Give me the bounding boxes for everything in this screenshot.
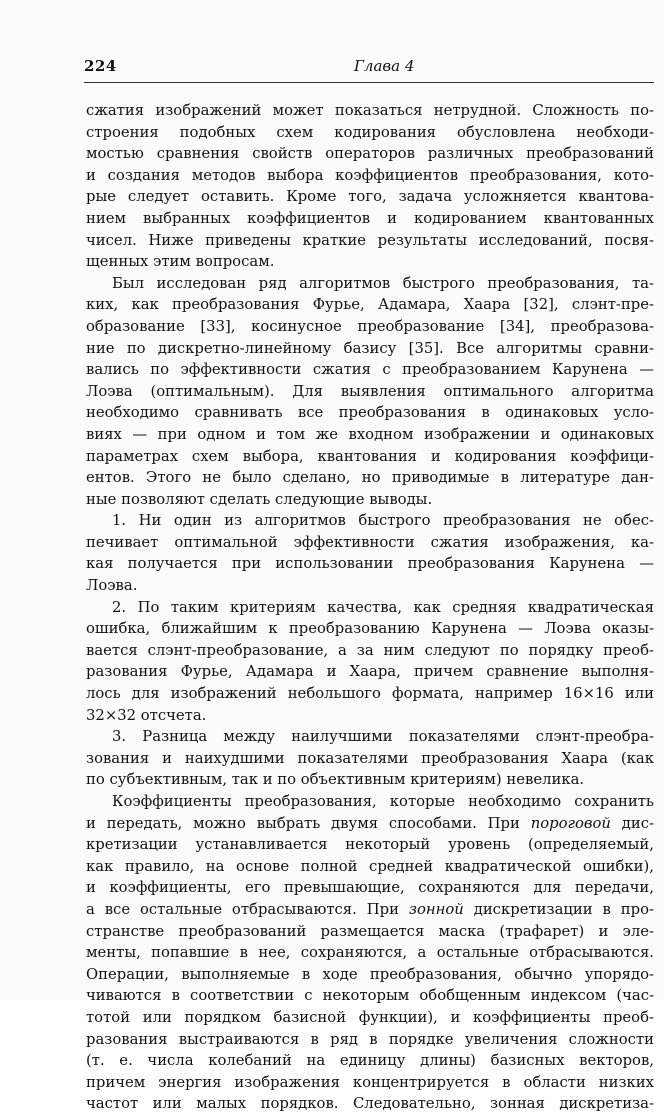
text-span: а все остальные отбрасываются. При — [86, 900, 399, 918]
text-line: нием выбранных коэффициентов и кодированием квантованных — [86, 209, 654, 227]
italic-term: пороговой — [530, 814, 611, 832]
text-line — [86, 813, 654, 835]
page-header — [84, 57, 652, 81]
text-line: зования и наихудшими показателями преобразования Хаара (как — [86, 749, 654, 767]
text-line: чиваются в соответствии с некоторым обобщенным индексом (час- — [86, 987, 654, 1005]
text-line: тотой или порядком базисной функции), и коэффициенты преоб- — [86, 1008, 654, 1026]
text-line: чисел. Ниже приведены краткие результаты исследований, посвя- — [86, 231, 654, 249]
text-line: Лоэва. — [86, 577, 138, 595]
page-number: 224 — [84, 57, 117, 75]
text-line: Коэффициенты преобразования, которые необходимо сохранить — [112, 793, 654, 810]
text-span: дискретизации в про- — [463, 900, 654, 918]
text-line: причем энергия изображения концентрируется в области низких — [86, 1073, 654, 1091]
text-line: по субъективным, так и по объективным критериям) невелика. — [86, 771, 585, 789]
text-line: Операции, выполняемые в ходе преобразования, обычно упорядо- — [86, 965, 654, 983]
text-line: мостью сравнения свойств операторов различных преобразований — [86, 145, 654, 163]
text-line: образование [33], косинусное преобразование [34], преобразова- — [86, 317, 654, 335]
text-line: и создания методов выбора коэффициентов преобразования, кото- — [86, 166, 654, 184]
running-title: Глава 4 — [354, 57, 415, 75]
text-line: кретизации устанавливается некоторый уровень (определяемый, — [86, 836, 654, 854]
text-line: параметрах схем выбора, квантования и кодирования коэффици- — [86, 447, 654, 465]
paragraph — [86, 100, 654, 273]
text-line: разования выстраиваются в ряд в порядке увеличения сложности — [86, 1030, 654, 1048]
paragraph — [86, 273, 654, 511]
text-line: щенных этим вопросам. — [86, 253, 275, 271]
paragraph — [86, 791, 654, 1115]
text-line: 1. Ни один из алгоритмов быстрого преобразования не обес- — [112, 512, 654, 530]
text-line: менты, попавшие в нее, сохраняются, а остальные отбрасываются. — [86, 944, 654, 962]
text-line: 3. Разница между наилучшими показателями слэнт-преобра- — [112, 728, 654, 746]
text-span: и передать, можно выбрать двумя способами. При — [86, 814, 520, 832]
text-line: печивает оптимальной эффективности сжатия изображения, ка- — [86, 533, 654, 551]
text-line: разования Фурье, Адамара и Хаара, причем сравнение выполня- — [86, 663, 654, 681]
text-line: сжатия изображений может показаться нетрудной. Сложность по- — [86, 102, 654, 119]
text-line: 32×32 отсчета. — [86, 706, 207, 724]
text-line — [86, 899, 654, 921]
numbered-item — [86, 510, 654, 596]
text-line: ные позволяют сделать следующие выводы. — [86, 490, 433, 508]
text-line: Был исследован ряд алгоритмов быстрого преобразования, та- — [112, 274, 654, 292]
text-line: строения подобных схем кодирования обусловлена необходи- — [86, 123, 654, 141]
numbered-item — [86, 726, 654, 791]
text-line: ких, как преобразования Фурье, Адамара, Хаара [32], слэнт-пре- — [86, 296, 654, 314]
text-line: частот или малых порядков. Следовательно, зонная дискретиза- — [86, 1095, 654, 1113]
italic-term: зонной — [408, 900, 464, 918]
body-text — [86, 100, 654, 1115]
header-rule — [84, 82, 654, 83]
text-line: ошибка, ближайшим к преобразованию Карунена — Лоэва оказы- — [86, 620, 654, 638]
text-line: 2. По таким критериям качества, как средняя квадратическая — [112, 598, 654, 616]
text-line: виях — при одном и том же входном изображении и одинаковых — [86, 425, 654, 443]
text-line: как правило, на основе полной средней квадратической ошибки), — [86, 857, 654, 875]
text-line: вались по эффективности сжатия с преобразованием Карунена — — [86, 361, 654, 379]
text-line: рые следует оставить. Кроме того, задача усложняется квантова- — [86, 188, 654, 206]
text-line: лось для изображений небольшого формата, например 16×16 или — [86, 685, 654, 703]
text-line: кая получается при использовании преобразования Карунена — — [86, 555, 654, 573]
text-line: и коэффициенты, его превышающие, сохраняются для передачи, — [86, 879, 654, 897]
text-line: вается слэнт-преобразование, а за ним следуют по порядку преоб- — [86, 641, 654, 659]
text-line: Лоэва (оптимальным). Для выявления оптимального алгоритма — [86, 382, 654, 400]
text-line: ентов. Этого не было сделано, но приводимые в литературе дан- — [86, 469, 654, 487]
text-line: ние по дискретно-линейному базису [35]. Все алгоритмы сравни- — [86, 339, 654, 357]
text-span: дис- — [610, 814, 654, 832]
text-line: (т. е. числа колебаний на единицу длины) базисных векторов, — [86, 1052, 654, 1070]
text-line: необходимо сравнивать все преобразования в одинаковых усло- — [86, 404, 654, 422]
numbered-item — [86, 597, 654, 727]
text-line: странстве преобразований размещается маска (трафарет) и эле- — [86, 922, 654, 940]
